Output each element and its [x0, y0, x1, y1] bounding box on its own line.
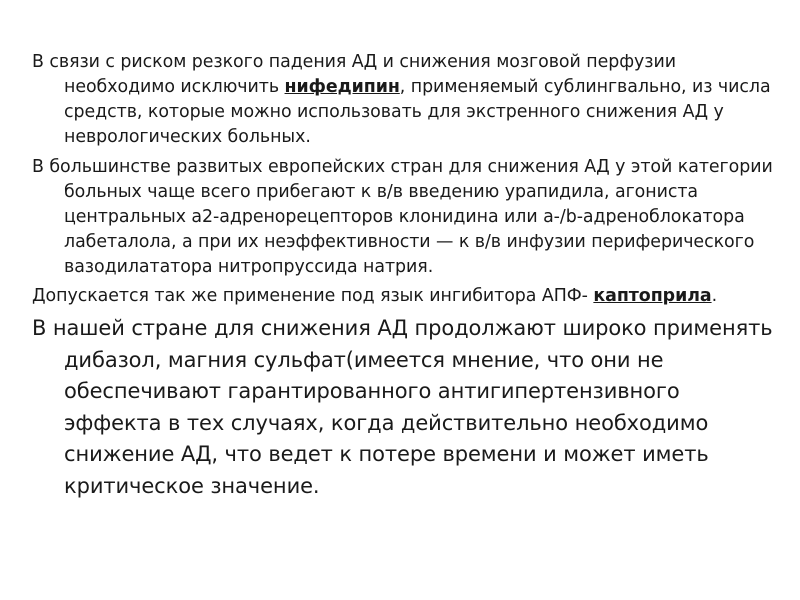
paragraph-captopril — [32, 284, 780, 309]
paragraph-text: . — [711, 286, 718, 306]
drug-name-nifedipine: нифедипин — [284, 77, 400, 97]
paragraph-text: В связи с риском резкого падения АД и снижения мозговой перфузии необходимо исключить — [32, 52, 676, 97]
paragraph-european-practice: В большинстве развитых европейских стран для снижения АД у этой категории больных чаще всего прибегают к в/в введению урапидила, агониста центральных а2-адренорецепторов клонидина или а-/b-адреноблокатора лабеталола, а при их неэффективности — к в/в инфузии периферического вазодилататора нитропруссида натрия. — [32, 157, 773, 277]
paragraph-nifedipine — [32, 50, 780, 150]
slide-body — [32, 50, 780, 502]
paragraph-text: , применяемый сублингвально, из числа средств, которые можно использовать для экстренного снижения АД у неврологических больных. — [64, 77, 771, 147]
drug-name-captopril: каптоприла — [593, 286, 712, 306]
paragraph-text: Допускается так же применение под язык ингибитора АПФ- — [32, 286, 594, 306]
paragraph-domestic-practice: В нашей стране для снижения АД продолжают широко применять дибазол, магния сульфат(имеется мнение, что они не обеспечивают гарантированного антигипертензивного эффекта в тех случаях, когда действительно необходимо снижение АД, что ведет к потере времени и может иметь критическое значение. — [32, 316, 773, 498]
